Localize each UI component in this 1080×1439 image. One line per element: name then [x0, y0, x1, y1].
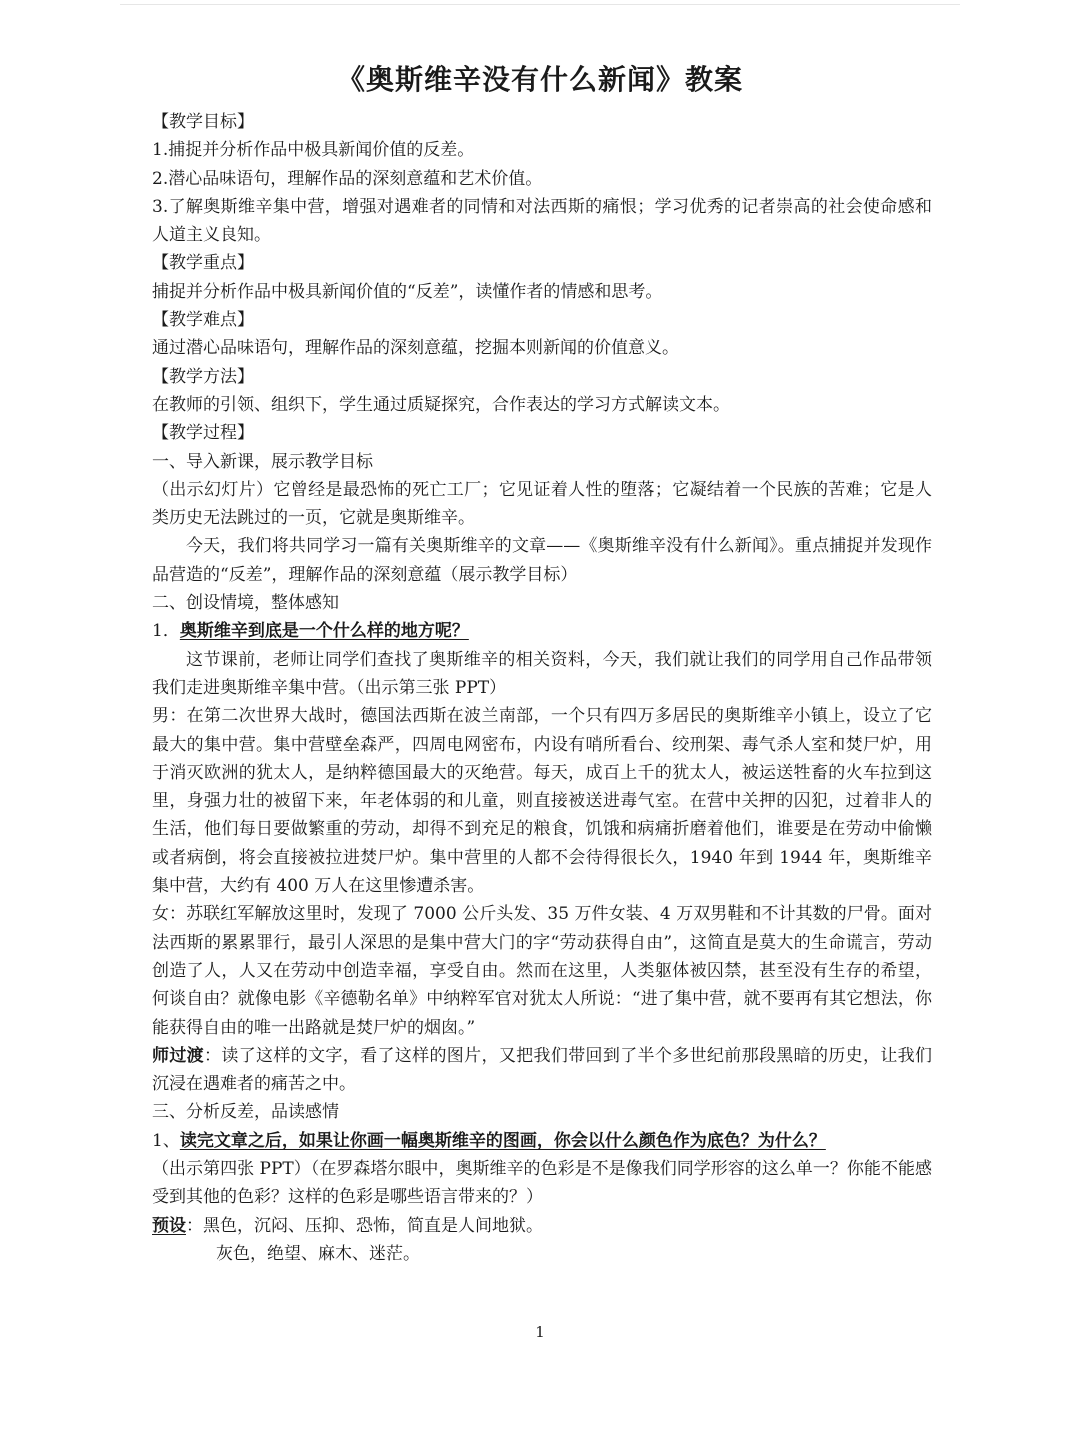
process-step-3-heading: 三、分析反差，品读感情	[152, 1102, 339, 1123]
document-body	[152, 108, 932, 1268]
teacher-transition-text: ：读了这样的文字，看了这样的图片，又把我们带回到了半个多世纪前那段黑暗的历史，让我们沉浸在遇难者的痛苦之中。	[152, 1045, 933, 1095]
goal-1: 1.捕捉并分析作品中极具新闻价值的反差。	[152, 140, 475, 161]
teacher-transition	[152, 1042, 932, 1099]
preset-text: ：黑色，沉闷、压抑、恐怖，简直是人间地狱。	[186, 1215, 543, 1236]
goal-3: 3.了解奥斯维辛集中营，增强对遇难者的同情和对法西斯的痛恨；学习优秀的记者崇高的社会使命感和人道主义良知。	[152, 196, 932, 246]
question-2-note: （出示第四张 PPT）（在罗森塔尔眼中，奥斯维辛的色彩是不是像我们同学形容的这么单一？你能不能感受到其他的色彩？这样的色彩是哪些语言带来的？）	[152, 1158, 932, 1208]
section-heading-process: 【教学过程】	[152, 423, 254, 444]
intro-paragraph: 这节课前，老师让同学们查找了奥斯维辛的相关资料，今天，我们就让我们的同学用自己作品带领我们走进奥斯维辛集中营。（出示第三张 PPT）	[152, 649, 932, 698]
question-1-text: 奥斯维辛到底是一个什么样的地方呢？	[179, 621, 469, 642]
process-step-1-text: （出示幻灯片）它曾经是最恐怖的死亡工厂；它见证着人性的堕落；它凝结着一个民族的苦难；它是人类历史无法跳过的一页，它就是奥斯维辛。	[152, 479, 932, 529]
top-divider	[120, 4, 960, 5]
section-heading-methods: 【教学方法】	[152, 366, 254, 387]
page-number: 1	[535, 1323, 545, 1341]
section-heading-difficulties: 【教学难点】	[152, 310, 254, 331]
preset-label: 预设	[152, 1215, 186, 1236]
question-1-number: 1．	[152, 621, 180, 642]
section-heading-key-points: 【教学重点】	[152, 253, 254, 274]
question-2-number: 1、	[152, 1130, 180, 1151]
section-heading-goals: 【教学目标】	[152, 112, 254, 132]
process-step-1-heading: 一、导入新课，展示教学目标	[152, 451, 373, 472]
process-step-2-heading: 二、创设情境，整体感知	[152, 593, 339, 614]
goal-2: 2.潜心品味语句，理解作品的深刻意蕴和艺术价值。	[152, 168, 543, 189]
question-2-text: 读完文章之后，如果让你画一幅奥斯维辛的图画，你会以什么颜色作为底色？为什么？	[179, 1130, 826, 1151]
question-2	[152, 1127, 932, 1155]
preset-answer-2: 灰色，绝望、麻木、迷茫。	[216, 1243, 420, 1264]
question-1	[152, 617, 932, 645]
key-points-text: 捕捉并分析作品中极具新闻价值的“反差”，读懂作者的情感和思考。	[152, 281, 663, 302]
document-title: 《奥斯维辛没有什么新闻》教案	[336, 63, 743, 96]
teacher-transition-label: 师过渡	[152, 1045, 205, 1066]
preset-answer	[152, 1212, 932, 1240]
difficulties-text: 通过潜心品味语句，理解作品的深刻意蕴，挖掘本则新闻的价值意义。	[152, 338, 679, 359]
male-student-paragraph: 男：在第二次世界大战时，德国法西斯在波兰南部，一个只有四万多居民的奥斯维辛小镇上，设立了它最大的集中营。集中营壁垒森严，四周电网密布，内设有哨所看台、绞刑架、毒气杀人室和焚尸炉，用于消灭欧洲的犹太人，是纳粹德国最大的灭绝营。每天，成百上千的犹太人，被运送牲畜的火车拉到这里，身强力壮的被留下来，年老体弱的和儿童，则直接被送进毒气室。在营中关押的囚犯，过着非人的生活，他们每日要做繁重的劳动，却得不到充足的粮食，饥饿和病痛折磨着他们，谁要是在劳动中偷懒或者病倒，将会直接被拉进焚尸炉。集中营里的人都不会待得很长久，1940 年到 1944 年，奥斯维辛集中营，大约有 400 万人在这里惨遭杀害。	[152, 706, 932, 897]
methods-text: 在教师的引领、组织下，学生通过质疑探究，合作表达的学习方式解读文本。	[152, 394, 730, 415]
female-student-paragraph: 女：苏联红军解放这里时，发现了 7000 公斤头发、35 万件女装、4 万双男鞋和不计其数的尸骨。面对法西斯的累累罪行，最引人深思的是集中营大门的字“劳动获得自由”，这简直是莫大的生命谎言，劳动创造了人，人又在劳动中创造幸福，享受自由。然而在这里，人类躯体被囚禁，甚至没有生存的希望，何谈自由？就像电影《辛德勒名单》中纳粹军官对犹太人所说：“进了集中营，就不要再有其它想法，你能获得自由的唯一出路就是焚尸炉的烟囱。”	[152, 904, 932, 1038]
process-step-1-today: 今天，我们将共同学习一篇有关奥斯维辛的文章——《奥斯维辛没有什么新闻》。重点捕捉并发现作品营造的“反差”，理解作品的深刻意蕴（展示教学目标）	[152, 536, 932, 585]
